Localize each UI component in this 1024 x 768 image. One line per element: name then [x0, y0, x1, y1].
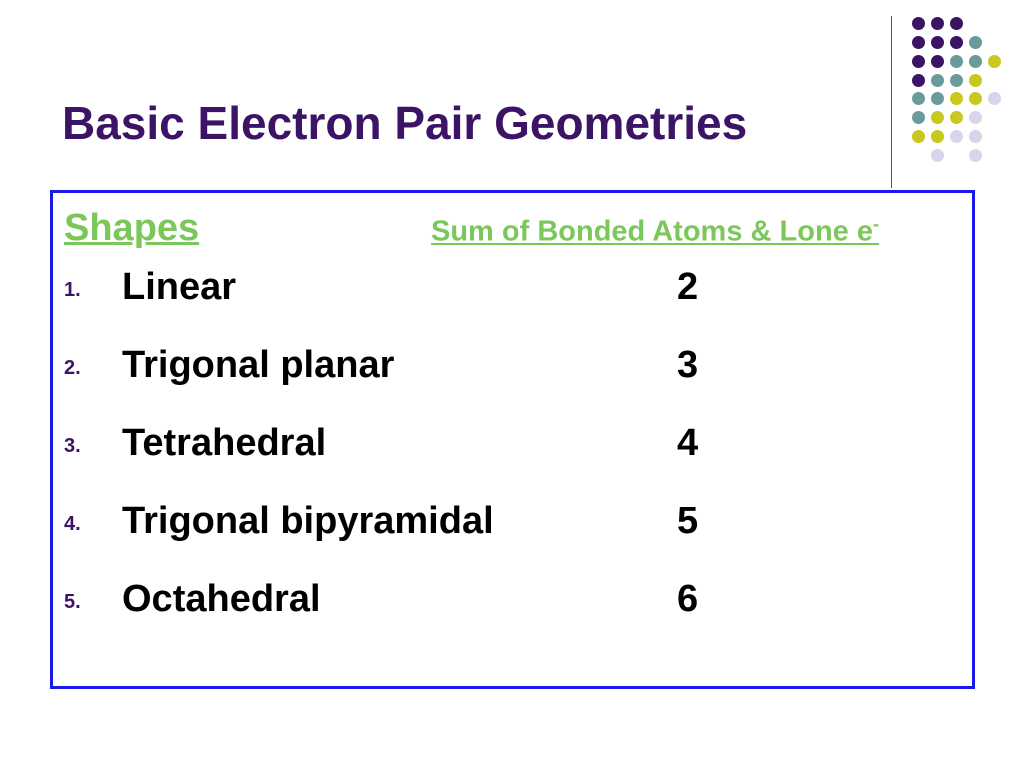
decor-dot [912, 111, 925, 124]
decor-dot [931, 74, 944, 87]
shape-name: Trigonal planar [122, 344, 395, 386]
sum-header-superscript: - [872, 214, 879, 234]
list-item-number: 4. [64, 513, 81, 535]
decor-dot [931, 55, 944, 68]
decor-dot [931, 92, 944, 105]
list-item [53, 500, 972, 550]
slide-title: Basic Electron Pair Geometries [62, 97, 748, 149]
shape-sum-value: 5 [677, 500, 699, 542]
shapes-header: Shapes [64, 207, 200, 249]
decor-dot [950, 36, 963, 49]
decor-dot [969, 55, 982, 68]
decor-dot [969, 111, 982, 124]
content-box [50, 190, 975, 689]
decor-dot [931, 130, 944, 143]
decor-dot [950, 74, 963, 87]
shape-sum-value: 2 [677, 266, 699, 308]
decor-dot [931, 149, 944, 162]
sum-header-text: Sum of Bonded Atoms & Lone e [431, 215, 873, 248]
decor-dot [912, 36, 925, 49]
decor-dot [912, 74, 925, 87]
decor-dot [931, 17, 944, 30]
decor-dot [988, 92, 1001, 105]
list-item [53, 266, 972, 316]
shape-sum-value: 4 [677, 422, 699, 464]
decor-dot [969, 130, 982, 143]
decor-dot [931, 36, 944, 49]
shape-name: Octahedral [122, 578, 321, 620]
list-item-number: 1. [64, 279, 81, 301]
shape-sum-value: 3 [677, 344, 699, 386]
decor-dot [950, 130, 963, 143]
shape-name: Trigonal bipyramidal [122, 500, 494, 542]
list-item [53, 344, 972, 394]
decor-dot [931, 111, 944, 124]
list-item [53, 578, 972, 628]
decor-dot [912, 130, 925, 143]
decor-dot [912, 55, 925, 68]
decorative-divider [891, 16, 892, 188]
list-item-number: 5. [64, 591, 81, 613]
decor-dot [969, 149, 982, 162]
decor-dot [969, 74, 982, 87]
shape-sum-value: 6 [677, 578, 699, 620]
decor-dot [969, 36, 982, 49]
list-item [53, 422, 972, 472]
decor-dot [950, 111, 963, 124]
shape-name: Tetrahedral [122, 422, 327, 464]
decor-dot [912, 92, 925, 105]
decor-dot [988, 55, 1001, 68]
decor-dot [969, 92, 982, 105]
decor-dot [950, 92, 963, 105]
decor-dot [950, 17, 963, 30]
list-item-number: 2. [64, 357, 81, 379]
shape-name: Linear [122, 266, 237, 308]
list-item-number: 3. [64, 435, 81, 457]
decor-dot [912, 17, 925, 30]
decor-dot [950, 55, 963, 68]
sum-header [431, 214, 879, 249]
